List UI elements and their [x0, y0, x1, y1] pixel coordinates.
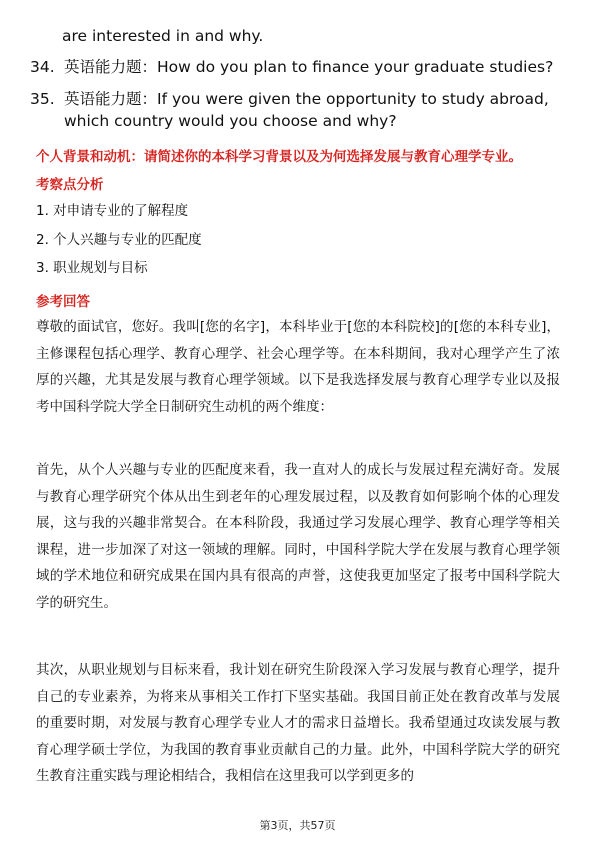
answer-paragraph-1: 尊敬的面试官，您好。我叫[您的名字]，本科毕业于[您的本科院校]的[您的本科专业]，主修课程包括心理学、教育心理学、社会心理学等。在本科期间，我对心理学产生了浓厚的兴趣，尤其是发展与教育心理学领域。以下是我选择发展与教育心理学专业以及报考中国科学院大学全日制研究生动机的两个维度：	[36, 319, 560, 415]
answer-paragraph-2: 首先，从个人兴趣与专业的匹配度来看，我一直对人的成长与发展过程充满好奇。发展与教育心理学研究个体从出生到老年的心理发展过程，以及教育如何影响个体的心理发展，这与我的兴趣非常契合。在本科阶段，我通过学习发展心理学、教育心理学等相关课程，进一步加深了对这一领域的理解。同时，中国科学院大学在发展与教育心理学领域的学术地位和研究成果在国内具有很高的声誉，这使我更加坚定了报考中国科学院大学的研究生。	[36, 462, 560, 611]
analysis-point: 3. 职业规划与目标	[36, 260, 148, 276]
page-footer: 第3页，共57页	[259, 819, 336, 832]
question-35	[30, 88, 570, 132]
answer-paragraph-3: 其次，从职业规划与目标来看，我计划在研究生阶段深入学习发展与教育心理学，提升自己的专业素养，为将来从事相关工作打下坚实基础。我国目前正处在教育改革与发展的重要时期，对发展与教育心理学专业人才的需求日益增长。我希望通过攻读发展与教育心理学硕士学位，为我国的教育事业贡献自己的力量。此外，中国科学院大学的研究生教育注重实践与理论相结合，我相信在这里我可以学到更多的	[36, 662, 560, 784]
question-continuation: are interested in and why.	[62, 27, 264, 45]
analysis-heading: 考察点分析	[36, 177, 104, 193]
question-text: 英语能力题：If you were given the opportunity to study abroad, which country would you choose and why?	[64, 90, 549, 130]
question-number: 35.	[30, 90, 55, 108]
section-title: 个人背景和动机：请简述你的本科学习背景以及为何选择发展与教育心理学专业。	[36, 149, 522, 165]
question-text: 英语能力题：How do you plan to finance your graduate studies?	[64, 58, 554, 76]
question-34	[30, 56, 570, 78]
analysis-point: 2. 个人兴趣与专业的匹配度	[36, 232, 202, 248]
question-number: 34.	[30, 58, 55, 76]
answer-heading: 参考回答	[36, 294, 90, 310]
analysis-point: 1. 对申请专业的了解程度	[36, 203, 189, 219]
